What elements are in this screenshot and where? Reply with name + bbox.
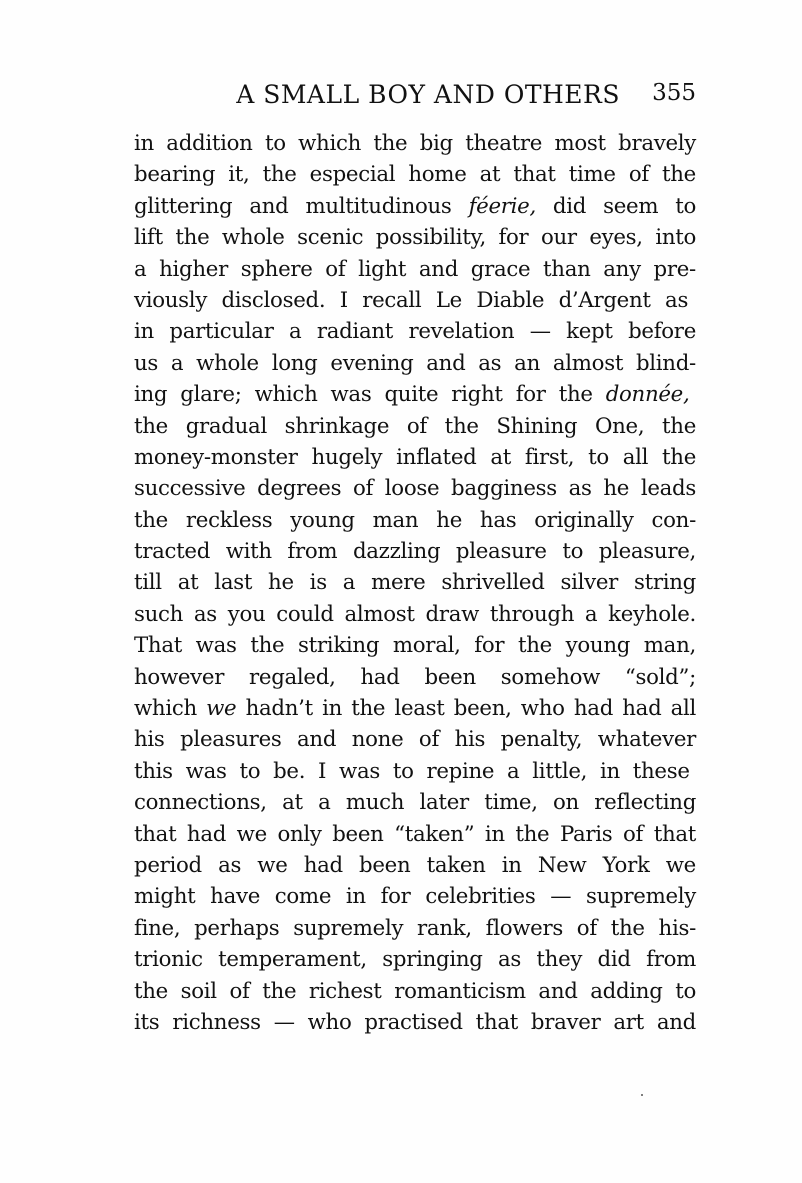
- text-segment: successive degrees of loose bagginess as he leads: [134, 476, 696, 502]
- text-segment: trionic temperament, springing as they did from: [134, 947, 696, 973]
- body-text: [134, 128, 696, 1038]
- text-line: [134, 662, 696, 693]
- text-line: [134, 756, 696, 787]
- text-line: [134, 787, 696, 818]
- text-segment: till at last he is a mere shrivelled silver string: [134, 570, 696, 596]
- text-segment: the reckless young man he has originally con-: [134, 507, 696, 533]
- text-segment: a higher sphere of light and grace than any pre-: [134, 256, 696, 282]
- text-line: [134, 693, 696, 724]
- text-line: [134, 348, 696, 379]
- text-line: [134, 630, 696, 661]
- text-segment: bearing it, the especial home at that time of the: [134, 162, 696, 188]
- italic-text: donnée,: [605, 382, 690, 408]
- text-line: [134, 285, 696, 316]
- italic-text: we: [206, 696, 237, 722]
- text-segment: might have come in for celebrities — supremely: [134, 884, 697, 910]
- text-line: [134, 881, 696, 912]
- text-line: [134, 379, 696, 410]
- text-line: [134, 505, 696, 536]
- text-line: [134, 159, 696, 190]
- text-line: [134, 536, 696, 567]
- text-line: [134, 599, 696, 630]
- text-segment: tracted with from dazzling pleasure to pleasure,: [134, 539, 696, 565]
- text-line: [134, 819, 696, 850]
- text-segment: that had we only been “taken” in the Paris of that: [134, 821, 697, 847]
- text-segment: however regaled, had been somehow “sold”;: [134, 664, 696, 690]
- text-line: [134, 976, 696, 1007]
- text-line: [134, 1007, 696, 1038]
- text-line: [134, 944, 696, 975]
- text-segment: the gradual shrinkage of the Shining One, the: [134, 413, 697, 439]
- text-segment: did seem to: [535, 193, 697, 219]
- text-segment: us a whole long evening and as an almost blind-: [134, 350, 696, 376]
- text-segment: in addition to which the big theatre most bravely: [134, 131, 697, 156]
- text-segment: viously disclosed. I recall Le Diable d’Argent as: [134, 287, 689, 313]
- text-segment: such as you could almost draw through a keyhole.: [134, 601, 697, 627]
- text-line: [134, 473, 696, 504]
- text-segment: ing glare; which was quite right for the: [134, 382, 606, 408]
- text-segment: That was the striking moral, for the young man,: [134, 633, 696, 659]
- page-number: 355: [652, 80, 696, 106]
- text-segment: in particular a radiant revelation — kept before: [134, 319, 696, 345]
- text-line: [134, 222, 696, 253]
- text-segment: money-monster hugely inflated at first, to all the: [134, 444, 697, 470]
- text-line: [134, 442, 696, 473]
- text-line: [134, 850, 696, 881]
- text-segment: which: [134, 696, 207, 722]
- text-segment: this was to be. I was to repine a little, in these: [134, 758, 690, 784]
- text-line: [134, 567, 696, 598]
- text-line: [134, 913, 696, 944]
- text-segment: the soil of the richest romanticism and adding to: [134, 978, 697, 1004]
- text-segment: his pleasures and none of his penalty, whatever: [134, 727, 697, 753]
- text-line: [134, 411, 696, 442]
- text-segment: glittering and multitudinous: [134, 193, 469, 219]
- page-header: [134, 80, 696, 120]
- text-segment: period as we had been taken in New York we: [134, 852, 696, 878]
- text-segment: lift the whole scenic possibility, for our eyes, into: [134, 225, 697, 251]
- text-line: [134, 316, 696, 347]
- text-line: [134, 254, 696, 285]
- text-segment: its richness — who practised that braver art and: [134, 1009, 697, 1035]
- text-segment: hadn’t in the least been, who had had all: [236, 696, 697, 722]
- text-segment: connections, at a much later time, on reflecting: [134, 790, 697, 816]
- text-line: [134, 128, 696, 159]
- italic-text: féerie,: [468, 193, 536, 219]
- text-line: [134, 724, 696, 755]
- print-speck: [641, 1094, 643, 1096]
- running-title: A SMALL BOY AND OTHERS: [236, 80, 620, 109]
- text-segment: fine, perhaps supremely rank, flowers of the his-: [134, 915, 696, 941]
- text-line: [134, 191, 696, 222]
